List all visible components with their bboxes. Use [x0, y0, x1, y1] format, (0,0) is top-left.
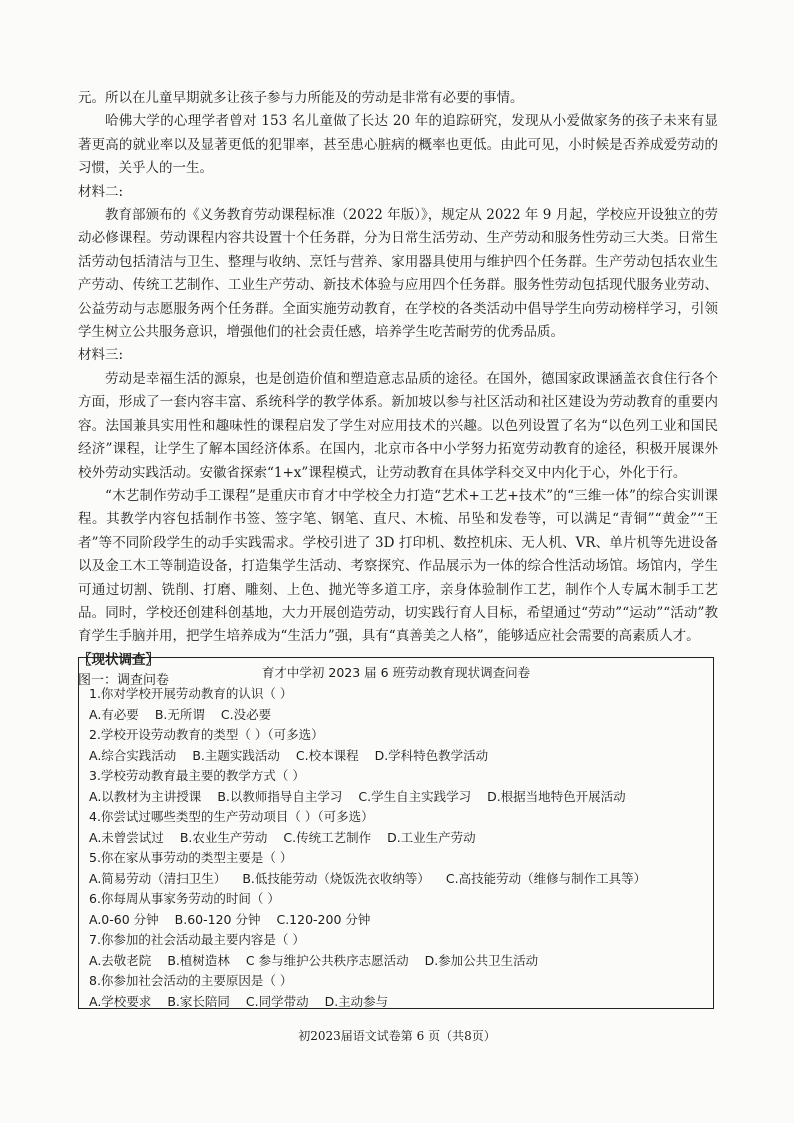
survey-section-heading: 〖现状调查〗 — [78, 651, 159, 668]
passage-paragraph-0: 元。所以在儿童早期就多让孩子参与力所能及的劳动是非常有必要的事情。 — [78, 90, 524, 106]
answer-option: B.60-120 分钟 — [174, 911, 261, 927]
question-4-options — [89, 828, 703, 849]
answer-option: A.以教材为主讲授课 — [89, 788, 202, 804]
question-2-options — [89, 746, 703, 767]
question-1-options — [89, 705, 703, 726]
reading-passage — [78, 87, 718, 691]
answer-option: B.无所谓 — [154, 706, 205, 722]
answer-option: D.参加公共卫生活动 — [424, 952, 539, 968]
material-3-paragraph-1: 劳动是幸福生活的源泉，也是创造价值和塑造意志品质的途径。在国外，德国家政课涵盖衣食住行各个方面，形成了一套内容丰富、系统科学的教学体系。新加坡以参与社区活动和社区建设为劳动教育的重要内容。法国兼具实用性和趣味性的课程启发了学生对应用技术的兴趣。以色列设置了名为“以色列工业和国民经济”课程，让学生了解本国经济体系。在国内，北京市各中小学努力拓宽劳动教育的途径，积极开展课外校外劳动实践活动。安徽省探索“1+x”课程模式，让劳动教育在具体学科交叉中内化于心，外化于行。 — [78, 370, 718, 481]
question-3: 3.学校劳动教育最主要的教学方式（ ） — [89, 768, 305, 783]
questionnaire-questions — [89, 684, 703, 1012]
answer-option: B.以教师指导自主学习 — [217, 788, 343, 804]
answer-option: B.家长陪同 — [167, 993, 230, 1009]
question-2: 2.学校开设劳动教育的类型（ ）（可多选） — [89, 727, 324, 742]
question-7: 7.你参加的社会活动最主要内容是（ ） — [89, 932, 305, 947]
answer-option: C.120-200 分钟 — [276, 911, 371, 927]
answer-option: C.校本课程 — [295, 747, 359, 763]
material-2-paragraph: 教育部颁布的《义务教育劳动课程标准（2022 年版）》，规定从 2022 年 9 月起，学校应开设独立的劳动必修课程。劳动课程内容共设置十个任务群，分为日常生活劳动、生产劳动和服务性劳动三大类。日常生活劳动包括清洁与卫生、整理与收纳、烹饪与营养、家用器具使用与维护四个任务群。生产劳动包括农业生产劳动、传统工艺制作、工业生产劳动、新技术体验与应用四个任务群。服务性劳动包括现代服务业劳动、公益劳动与志愿服务两个任务群。全面实施劳动教育，在学校的各类活动中倡导学生向劳动榜样学习，引领学生树立公共服务意识，增强他们的社会责任感，培养学生吃苦耐劳的优秀品质。 — [78, 207, 718, 341]
questionnaire-box — [78, 657, 714, 1009]
answer-option: D.主动参与 — [324, 993, 389, 1009]
page-footer: 初2023届语文试卷第 6 页（共8页） — [298, 1029, 496, 1043]
answer-option: C 参与维护公共秩序志愿活动 — [245, 952, 409, 968]
questionnaire-title: 育才中学初 2023 届 6 班劳动教育现状调查问卷 — [261, 665, 531, 680]
answer-option: D.工业生产劳动 — [387, 829, 476, 845]
answer-option: D.根据当地特色开展活动 — [487, 788, 626, 804]
answer-option: B.植树造林 — [167, 952, 230, 968]
figure-caption: 图一：调查问卷 — [78, 672, 170, 688]
answer-option: D.学科特色教学活动 — [374, 747, 489, 763]
material-3-paragraph-2: “木艺制作劳动手工课程”是重庆市育才中学校全力打造“艺术+工艺+技术”的“三维一体”的综合实训课程。其教学内容包括制作书签、签字笔、钢笔、直尺、木梳、吊坠和发卷等，可以满足“青铜”“黄金”“王者”等不同阶段学生的动手实践需求。学校引进了 3D 打印机、数控机床、无人机、VR、单片机等先进设备以及金工木工等制造设备，打造集学生活动、考察探究、作品展示为一体的综合性活动场馆。场馆内，学生可通过切割、铣削、打磨、雕刻、上色、抛光等多道工序，亲身体验制作工艺，制作个人专属木制手工艺品。同时，学校还创建科创基地，大力开展创造劳动，切实践行育人目标，希望通过“劳动”“运动”“活动”教育学生手脑并用，把学生培养成为“生活力”强，具有“真善美之人格”，能够适应社会需要的高素质人才。 — [78, 487, 718, 645]
question-5: 5.你在家从事劳动的类型主要是（ ） — [89, 850, 293, 865]
material-2-label: 材料二: — [78, 183, 124, 200]
answer-option: C.传统工艺制作 — [283, 829, 372, 845]
answer-option: A.综合实践活动 — [89, 747, 177, 763]
answer-option: A.去敬老院 — [89, 952, 152, 968]
answer-option: C.学生自主实践学习 — [358, 788, 472, 804]
question-7-options — [89, 951, 703, 972]
question-1: 1.你对学校开展劳动教育的认识（ ） — [89, 686, 293, 701]
answer-option: C.同学带动 — [245, 993, 309, 1009]
answer-option: C.没必要 — [220, 706, 272, 722]
answer-option: B.主题实践活动 — [192, 747, 280, 763]
question-4: 4.你尝试过哪些类型的生产劳动项目（ ）（可多选） — [89, 809, 374, 824]
question-8: 8.你参加社会活动的主要原因是（ ） — [89, 973, 293, 988]
material-3-label: 材料三: — [78, 347, 124, 364]
question-5-options — [89, 869, 703, 890]
answer-option: A.简易劳动（清扫卫生） — [89, 870, 227, 886]
passage-paragraph-1: 哈佛大学的心理学者曾对 153 名儿童做了长达 20 年的追踪研究，发现从小爱做家务的孩子未来有显著更高的就业率以及显著更低的犯罪率，甚至患心脏病的概率也更低。由此可见，小时候是否养成爱劳动的习惯，关乎人的一生。 — [78, 113, 718, 177]
question-3-options — [89, 787, 703, 808]
answer-option: A.未曾尝试过 — [89, 829, 164, 845]
answer-option: B.低技能劳动（烧饭洗衣收纳等） — [242, 870, 430, 886]
answer-option: A.有必要 — [89, 706, 139, 722]
answer-option: B.农业生产劳动 — [179, 829, 268, 845]
answer-option: A.0-60 分钟 — [89, 911, 159, 927]
question-8-options — [89, 992, 703, 1013]
question-6-options — [89, 910, 703, 931]
answer-option: A.学校要求 — [89, 993, 152, 1009]
answer-option: C.高技能劳动（维修与制作工具等） — [445, 870, 647, 886]
question-6: 6.你每周从事家务劳动的时间（ ） — [89, 891, 280, 906]
